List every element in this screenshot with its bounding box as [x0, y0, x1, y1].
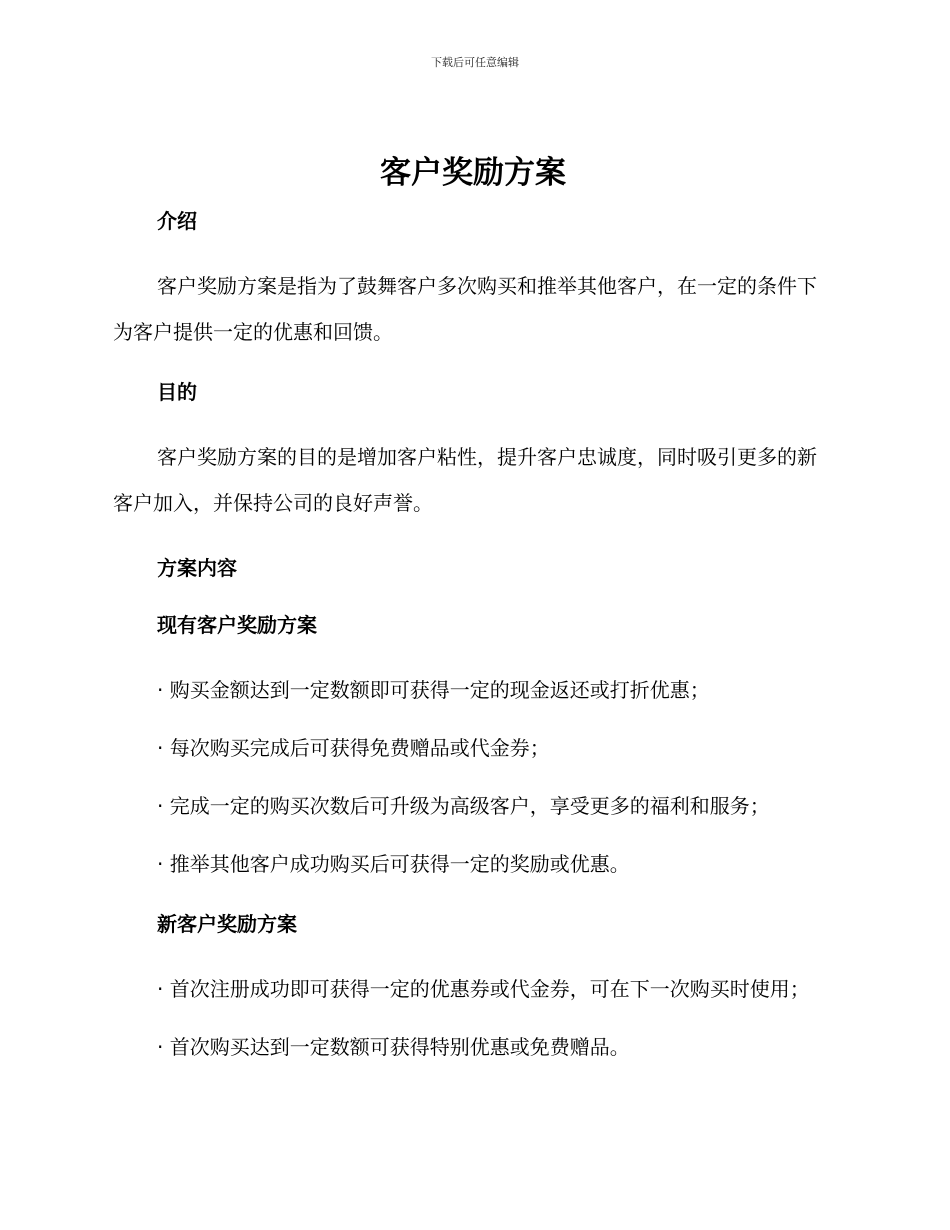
- list-item: · 推举其他客户成功购买后可获得一定的奖励或优惠。: [157, 852, 630, 876]
- list-item: · 首次购买达到一定数额可获得特别优惠或免费赠品。: [157, 1035, 630, 1059]
- document-title: 客户奖励方案: [380, 155, 566, 191]
- document-body: [113, 148, 833, 1070]
- list-item: · 完成一定的购买次数后可升级为高级客户，享受更多的福利和服务；: [157, 794, 770, 818]
- content-heading: 方案内容: [157, 556, 237, 580]
- intro-paragraph: 客户奖励方案是指为了鼓舞客户多次购买和推举其他客户，在一定的条件下为客户提供一定的优惠和回馈。: [113, 274, 817, 344]
- header-note: 下载后可任意编辑: [431, 56, 519, 69]
- existing-customer-heading: 现有客户奖励方案: [157, 613, 317, 637]
- new-customer-heading: 新客户奖励方案: [157, 912, 297, 936]
- intro-heading: 介绍: [157, 209, 197, 233]
- list-item: · 首次注册成功即可获得一定的优惠券或代金券，可在下一次购买时使用；: [157, 977, 810, 1001]
- list-item: · 每次购买完成后可获得免费赠品或代金券；: [157, 736, 550, 760]
- purpose-heading: 目的: [157, 380, 197, 404]
- list-item: · 购买金额达到一定数额即可获得一定的现金返还或打折优惠；: [157, 678, 710, 702]
- purpose-paragraph: 客户奖励方案的目的是增加客户粘性，提升客户忠诚度，同时吸引更多的新客户加入，并保持公司的良好声誉。: [113, 445, 817, 515]
